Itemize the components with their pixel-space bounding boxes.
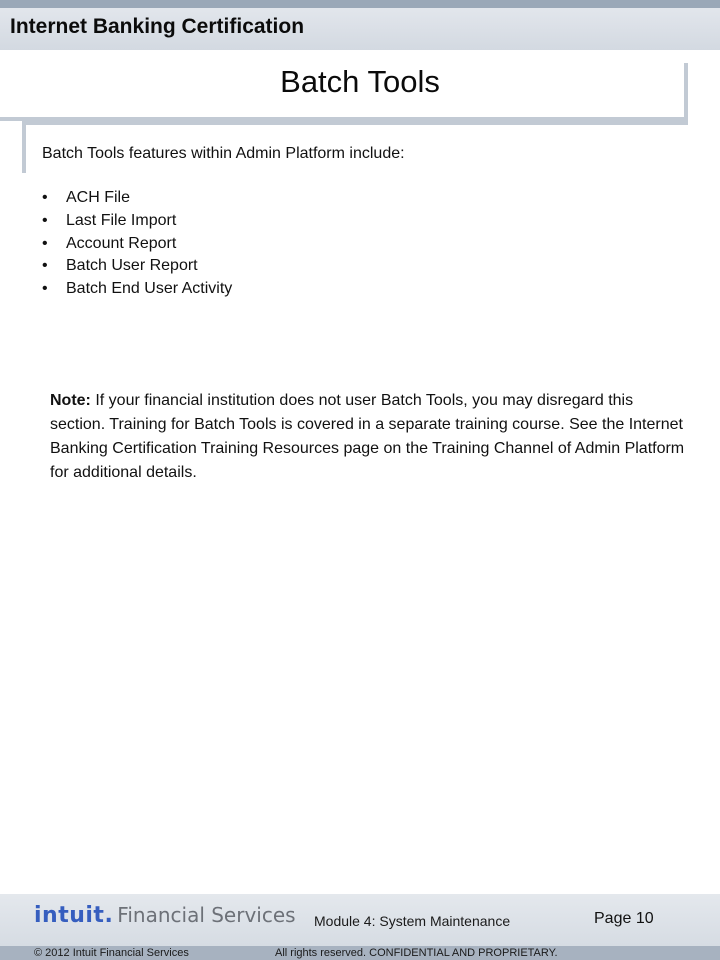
copyright-text: © 2012 Intuit Financial Services bbox=[34, 947, 189, 959]
bullet-icon: • bbox=[42, 280, 48, 298]
list-item bbox=[42, 187, 232, 210]
list-item-label: Batch User Report bbox=[66, 257, 198, 275]
list-item bbox=[42, 233, 232, 256]
note-label: Note: bbox=[50, 392, 91, 409]
list-item bbox=[42, 278, 232, 301]
list-item bbox=[42, 255, 232, 278]
note-text: If your financial institution does not user Batch Tools, you may disregard this section. Training for Batch Tools is covered in a separate training course. See the Internet Banking Certification Training Resources page on the Training Channel of Admin Platform for additional details. bbox=[50, 392, 685, 481]
list-item-label: ACH File bbox=[66, 189, 131, 206]
intuit-logo bbox=[34, 903, 296, 929]
list-item-label: Batch End User Activity bbox=[66, 280, 233, 298]
note-paragraph bbox=[50, 389, 690, 485]
bullet-icon: • bbox=[42, 234, 48, 252]
feature-list bbox=[42, 187, 232, 301]
slide-title: Batch Tools bbox=[280, 64, 440, 99]
bullet-icon: • bbox=[42, 189, 48, 206]
rights-text: All rights reserved. CONFIDENTIAL AND PROPRIETARY. bbox=[275, 947, 558, 959]
intro-text: Batch Tools features within Admin Platform include: bbox=[42, 145, 405, 162]
list-item-label: Last File Import bbox=[66, 211, 177, 229]
list-item bbox=[42, 210, 232, 233]
logo-mark: intuit. bbox=[34, 903, 114, 928]
top-stripe bbox=[0, 0, 720, 8]
content-frame-top bbox=[22, 121, 688, 125]
logo-text: Financial Services bbox=[117, 903, 296, 927]
module-label: Module 4: System Maintenance bbox=[314, 913, 511, 929]
list-item-label: Account Report bbox=[66, 234, 177, 252]
header-title: Internet Banking Certification bbox=[10, 15, 305, 38]
page-number: Page 10 bbox=[594, 910, 654, 927]
bullet-icon: • bbox=[42, 211, 48, 229]
bullet-icon: • bbox=[42, 257, 48, 275]
content-frame-left bbox=[22, 121, 26, 173]
